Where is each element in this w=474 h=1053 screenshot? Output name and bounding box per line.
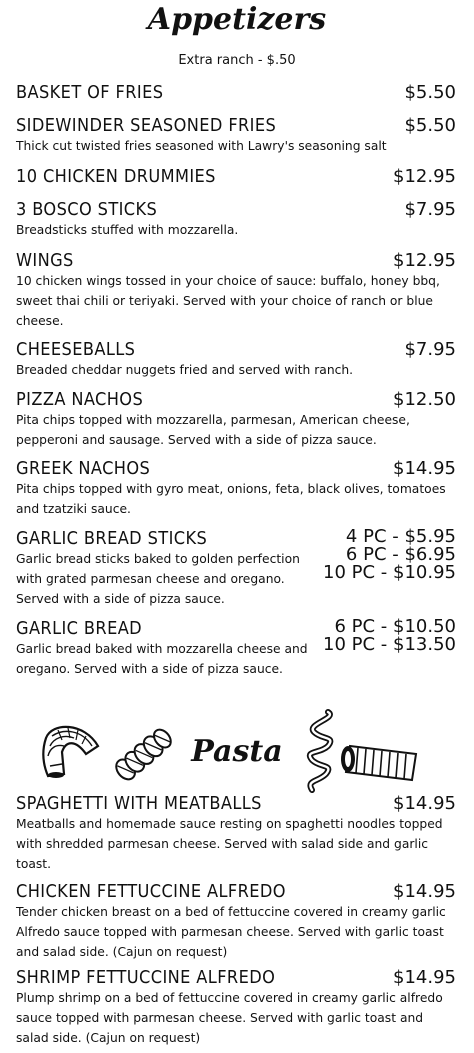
price-list bbox=[323, 528, 456, 582]
item-price: $12.50 bbox=[393, 389, 456, 410]
item-description: Thick cut twisted fries seasoned with Lawry's seasoning salt bbox=[16, 139, 387, 153]
appetizers-title: Appetizers bbox=[147, 2, 327, 37]
item-name: 10 CHICKEN DRUMMIES bbox=[16, 166, 216, 187]
item-price: 6 PC - $10.50 bbox=[334, 616, 456, 637]
item-description: Garlic bread baked with mozzarella cheese and oregano. Served with a side of pizza sauce. bbox=[16, 642, 308, 676]
item-name: GARLIC BREAD STICKS bbox=[16, 528, 208, 549]
item-price: 10 PC - $10.95 bbox=[323, 562, 456, 583]
item-description: Pita chips topped with mozzarella, parmesan, American cheese, pepperoni and sausage. Served with a side of pizza sauce. bbox=[16, 413, 410, 447]
item-price: $12.95 bbox=[393, 250, 456, 271]
item-description: Tender chicken breast on a bed of fettuccine covered in creamy garlic Alfredo sauce topped with parmesan cheese. Served with garlic toast and salad side. (Cajun on request) bbox=[16, 905, 446, 959]
item-price: $5.50 bbox=[404, 82, 456, 103]
item-price: $5.50 bbox=[404, 115, 456, 136]
item-name: SPAGHETTI WITH MEATBALLS bbox=[16, 793, 262, 814]
item-price: 10 PC - $13.50 bbox=[323, 634, 456, 655]
item-name: GREEK NACHOS bbox=[16, 458, 151, 479]
item-description: Plump shrimp on a bed of fettuccine covered in creamy garlic alfredo sauce topped with parmesan cheese. Served with garlic toast and salad side. (Cajun on request) bbox=[16, 991, 443, 1045]
item-price: $7.95 bbox=[404, 199, 456, 220]
item-name: BASKET OF FRIES bbox=[16, 82, 164, 103]
item-name: WINGS bbox=[16, 250, 74, 271]
item-price: 6 PC - $6.95 bbox=[345, 544, 456, 565]
pasta-title: Pasta bbox=[191, 734, 283, 769]
item-price: $12.95 bbox=[393, 166, 456, 187]
fusilli-icon bbox=[298, 708, 342, 794]
item-name: SHRIMP FETTUCCINE ALFREDO bbox=[16, 967, 276, 988]
item-name: SIDEWINDER SEASONED FRIES bbox=[16, 115, 277, 136]
item-description: Meatballs and homemade sauce resting on spaghetti noodles topped with shredded parmesan cheese. Served with salad side and garlic toast. bbox=[16, 817, 443, 871]
item-price: $14.95 bbox=[393, 967, 456, 988]
item-price: $14.95 bbox=[393, 881, 456, 902]
item-name: PIZZA NACHOS bbox=[16, 389, 144, 410]
item-price: $14.95 bbox=[393, 458, 456, 479]
item-description: Breaded cheddar nuggets fried and served with ranch. bbox=[16, 363, 354, 377]
item-name: GARLIC BREAD bbox=[16, 618, 143, 639]
price-list bbox=[323, 618, 456, 654]
item-description: 10 chicken wings tossed in your choice of sauce: buffalo, honey bbq, sweet thai chili or teriyaki. Served with your choice of ranch or blue cheese. bbox=[16, 274, 440, 328]
item-name: 3 BOSCO STICKS bbox=[16, 199, 158, 220]
item-description: Garlic bread sticks baked to golden perfection with grated parmesan cheese and oregano. Served with a side of pizza sauce. bbox=[16, 552, 300, 606]
item-name: CHEESEBALLS bbox=[16, 339, 136, 360]
item-price: $14.95 bbox=[393, 793, 456, 814]
item-price: $7.95 bbox=[404, 339, 456, 360]
item-description: Breadsticks stuffed with mozzarella. bbox=[16, 223, 239, 237]
item-description: Pita chips topped with gyro meat, onions, feta, black olives, tomatoes and tzatziki sauce. bbox=[16, 482, 446, 516]
extra-ranch-note: Extra ranch - $.50 bbox=[178, 53, 296, 68]
item-price: 4 PC - $5.95 bbox=[345, 526, 456, 547]
rigatoni-icon bbox=[338, 736, 428, 786]
item-name: CHICKEN FETTUCCINE ALFREDO bbox=[16, 881, 286, 902]
